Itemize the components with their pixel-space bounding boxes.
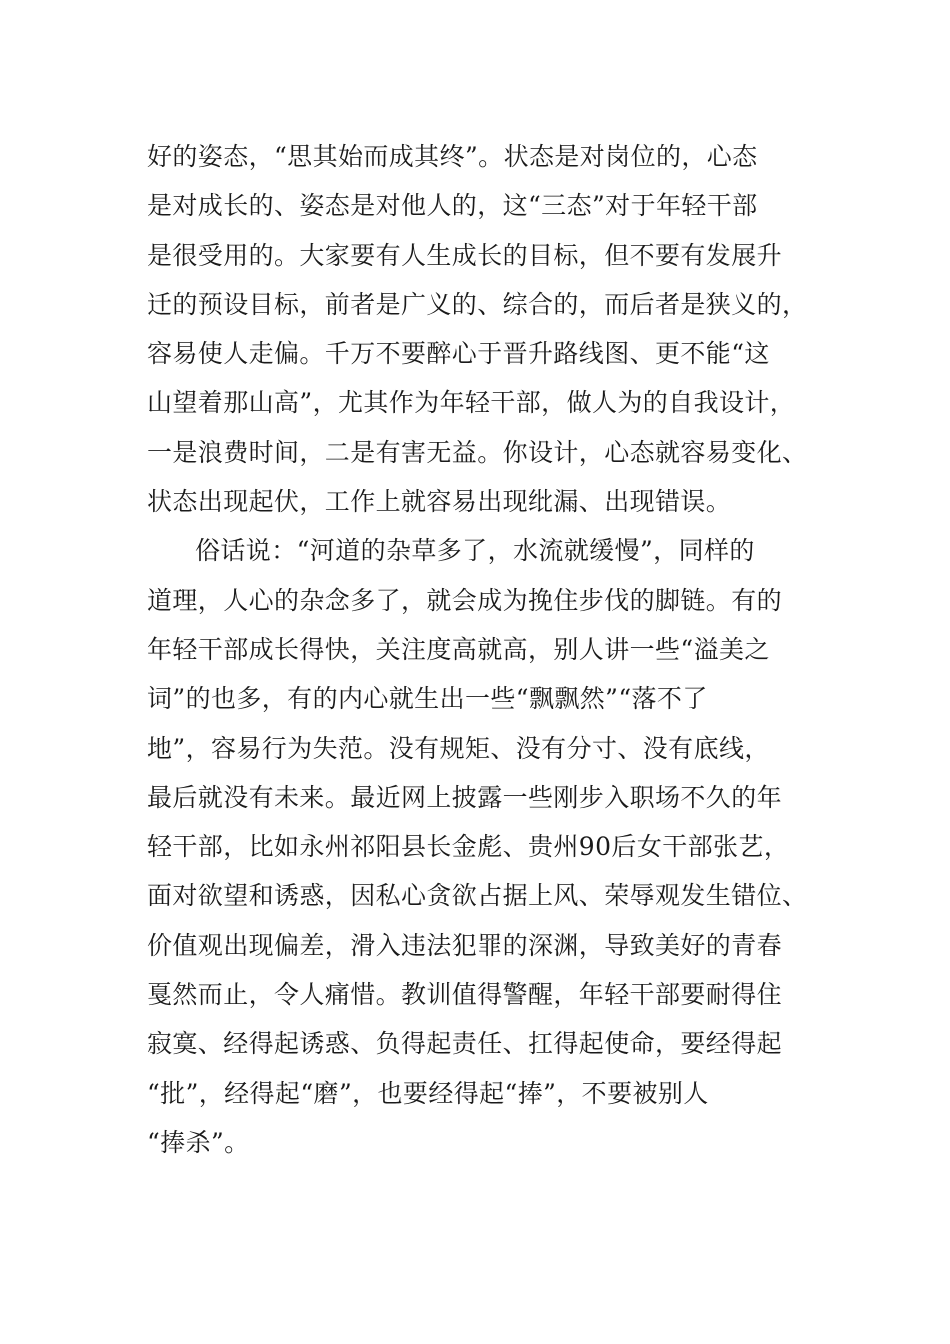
text-line: 最后就没有未来。最近网上披露一些刚步入职场不久的年 <box>147 782 783 812</box>
text-line: 山望着那山高”，尤其作为年轻干部，做人为的自我设计， <box>147 388 796 418</box>
text-line: 容易使人走偏。千万不要醉心于晋升路线图、更不能“这 <box>147 339 770 369</box>
text-line: 道理，人心的杂念多了，就会成为挽住步伐的脚链。有的 <box>147 585 783 615</box>
text-line: 状态出现起伏，工作上就容易出现纰漏、出现错误。 <box>147 487 732 517</box>
text-line: “捧杀”。 <box>147 1127 250 1157</box>
text-line: 好的姿态，“思其始而成其终”。状态是对岗位的，心态 <box>147 142 758 171</box>
text-line: 是很受用的。大家要有人生成长的目标，但不要有发展升 <box>147 240 783 270</box>
text-line: 面对欲望和诱惑，因私心贪欲占据上风、荣辱观发生错位、 <box>147 881 808 911</box>
text-line: 寂寞、经得起诱惑、负得起责任、扛得起使命，要经得起 <box>147 1029 783 1059</box>
text-line: 戛然而止，令人痛惜。教训值得警醒，年轻干部要耐得住 <box>147 980 783 1010</box>
text-line: 年轻干部成长得快，关注度高就高，别人讲一些“溢美之 <box>147 634 770 664</box>
text-line: “批”，经得起“磨”，也要经得起“捧”，不要被别人 <box>147 1078 709 1108</box>
text-line: 地”，容易行为失范。没有规矩、没有分寸、没有底线， <box>147 733 770 763</box>
text-line: 迁的预设目标，前者是广义的、综合的，而后者是狭义的， <box>147 289 808 319</box>
text-line: 价值观出现偏差，滑入违法犯罪的深渊，导致美好的青春 <box>147 930 783 960</box>
body-text <box>147 132 807 1167</box>
text-line: 是对成长的、姿态是对他人的，这“三态”对于年轻干部 <box>147 191 758 221</box>
text-line: 词”的也多，有的内心就生出一些“飘飘然”“落不了 <box>147 684 708 714</box>
paragraph-start-line: 俗话说：“河道的杂草多了，水流就缓慢”，同样的 <box>195 536 755 566</box>
text-line: 轻干部，比如永州祁阳县长金彪、贵州90后女干部张艺， <box>147 832 790 862</box>
text-line: 一是浪费时间，二是有害无益。你设计，心态就容易变化、 <box>147 437 808 467</box>
